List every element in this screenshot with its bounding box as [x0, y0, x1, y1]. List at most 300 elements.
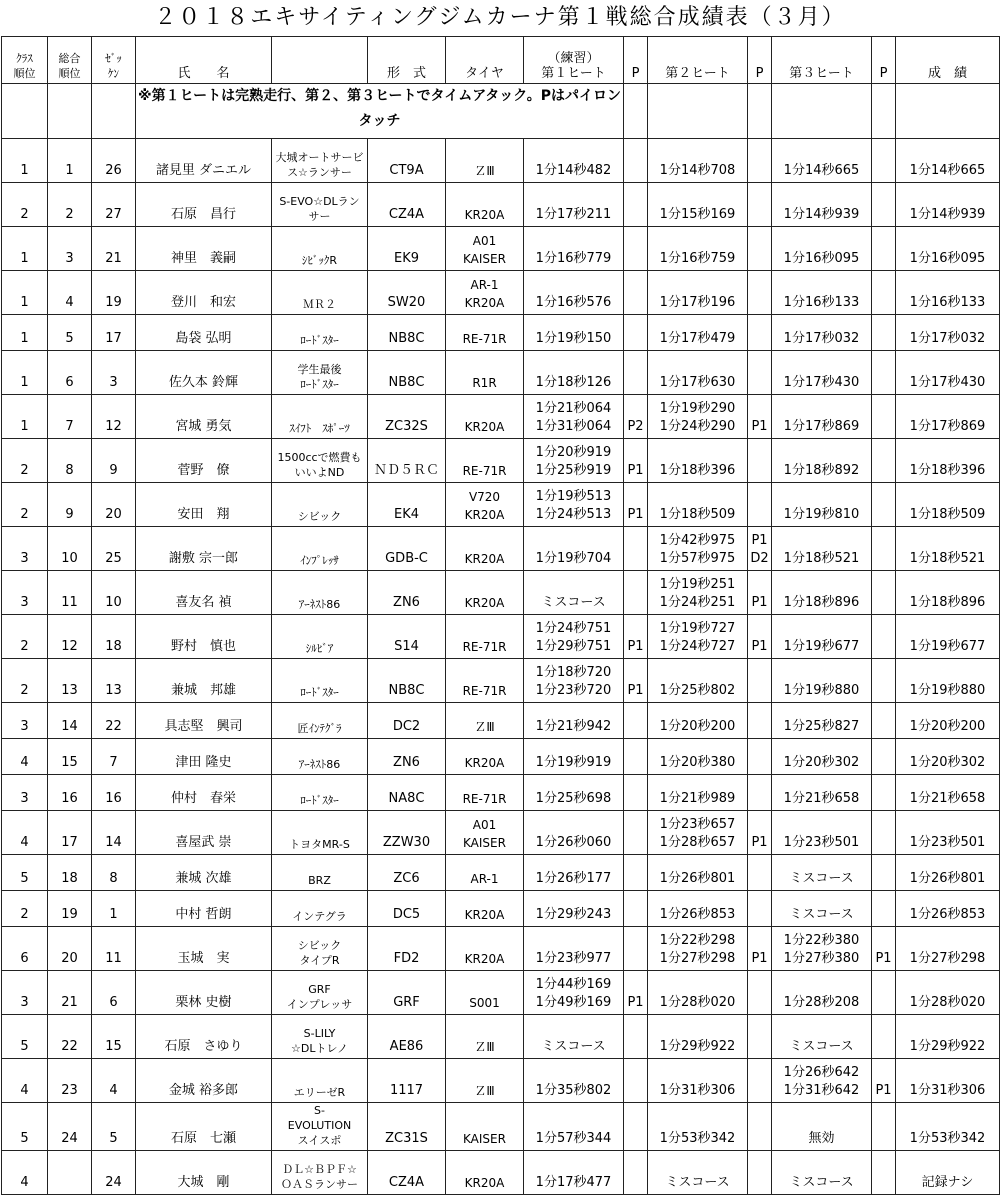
results-table: [1, 36, 1000, 1195]
result-cell: 1分16秒095: [896, 227, 1000, 271]
heat2-penalty-cell: [748, 315, 772, 351]
heat1-time-cell: 1分18秒126: [524, 351, 624, 395]
heat1-penalty-cell: [624, 571, 648, 615]
heat2-time-cell: 1分18秒396: [648, 439, 748, 483]
overall-rank-cell: 17: [48, 811, 92, 855]
model-cell: GDB-C: [368, 527, 446, 571]
heat1-time-cell: 1分25秒698: [524, 775, 624, 811]
heat3-time-cell: 1分26秒642 1分31秒642: [772, 1059, 872, 1103]
overall-rank-cell: [48, 1151, 92, 1195]
class-rank-cell: 2: [2, 183, 48, 227]
table-row: [2, 271, 1000, 315]
overall-rank-cell: 4: [48, 271, 92, 315]
heat2-penalty-cell: [748, 1151, 772, 1195]
table-row: [2, 351, 1000, 395]
heat3-penalty-cell: [872, 439, 896, 483]
heat1-penalty-cell: [624, 703, 648, 739]
result-cell: 1分23秒501: [896, 811, 1000, 855]
car-name-cell: ﾛｰﾄﾞｽﾀｰ: [272, 659, 368, 703]
heat1-time-cell: 1分35秒802: [524, 1059, 624, 1103]
heat3-time-cell: 1分21秒658: [772, 775, 872, 811]
heat1-penalty-cell: P1: [624, 659, 648, 703]
heat2-time-cell: 1分19秒727 1分24秒727: [648, 615, 748, 659]
table-row: [2, 227, 1000, 271]
heat2-time-cell: 1分17秒630: [648, 351, 748, 395]
heat3-time-cell: 1分19秒880: [772, 659, 872, 703]
heat1-time-cell: 1分19秒150: [524, 315, 624, 351]
model-cell: ZZW30: [368, 811, 446, 855]
result-cell: 1分16秒133: [896, 271, 1000, 315]
heat1-penalty-cell: P1: [624, 971, 648, 1015]
heat2-penalty-cell: P1: [748, 927, 772, 971]
heat2-penalty-cell: [748, 659, 772, 703]
heat3-time-cell: 1分28秒208: [772, 971, 872, 1015]
header-p1: P: [624, 37, 648, 84]
model-cell: SW20: [368, 271, 446, 315]
table-row: [2, 703, 1000, 739]
table-row: [2, 571, 1000, 615]
table-row: [2, 1059, 1000, 1103]
heat3-time-cell: 1分17秒430: [772, 351, 872, 395]
class-rank-cell: 2: [2, 659, 48, 703]
heat2-penalty-cell: P1: [748, 395, 772, 439]
heat2-time-cell: 1分53秒342: [648, 1103, 748, 1151]
heat2-penalty-cell: [748, 775, 772, 811]
heat1-penalty-cell: [624, 183, 648, 227]
car-name-cell: インテグラ: [272, 891, 368, 927]
number-cell: 13: [92, 659, 136, 703]
result-cell: 1分17秒430: [896, 351, 1000, 395]
model-cell: ZC31S: [368, 1103, 446, 1151]
heat3-time-cell: 1分25秒827: [772, 703, 872, 739]
car-name-cell: トヨタMR-S: [272, 811, 368, 855]
heat2-time-cell: ミスコース: [648, 1151, 748, 1195]
driver-name-cell: 喜屋武 崇: [136, 811, 272, 855]
class-rank-cell: 3: [2, 703, 48, 739]
driver-name-cell: 石原 七瀬: [136, 1103, 272, 1151]
heat3-time-cell: 1分18秒521: [772, 527, 872, 571]
heat1-time-cell: ミスコース: [524, 571, 624, 615]
table-row: [2, 891, 1000, 927]
model-cell: ZC32S: [368, 395, 446, 439]
heat2-time-cell: 1分23秒657 1分28秒657: [648, 811, 748, 855]
tire-cell: A01 KAISER: [446, 811, 524, 855]
heat2-penalty-cell: [748, 351, 772, 395]
tire-cell: KR20A: [446, 891, 524, 927]
class-rank-cell: 2: [2, 615, 48, 659]
result-cell: 1分20秒200: [896, 703, 1000, 739]
result-cell: 1分53秒342: [896, 1103, 1000, 1151]
page-title: ２０１８エキサイティングジムカーナ第１戦総合成績表（３月）: [154, 5, 846, 30]
driver-name-cell: 菅野 僚: [136, 439, 272, 483]
table-row: [2, 1103, 1000, 1151]
tire-cell: ＺⅢ: [446, 139, 524, 183]
tire-cell: KR20A: [446, 927, 524, 971]
number-cell: 10: [92, 571, 136, 615]
table-row: [2, 395, 1000, 439]
class-rank-cell: 3: [2, 971, 48, 1015]
driver-name-cell: 大城 剛: [136, 1151, 272, 1195]
heat2-penalty-cell: [748, 703, 772, 739]
class-rank-cell: 3: [2, 571, 48, 615]
car-name-cell: S-LILY ☆DLトレノ: [272, 1015, 368, 1059]
number-cell: 20: [92, 483, 136, 527]
driver-name-cell: 安田 翔: [136, 483, 272, 527]
heat3-penalty-cell: [872, 183, 896, 227]
tire-cell: KR20A: [446, 739, 524, 775]
tire-cell: ＺⅢ: [446, 1015, 524, 1059]
header-overall-rank: 総合 順位: [48, 37, 92, 84]
car-name-cell: ｲﾝﾌﾟﾚｯｻ: [272, 527, 368, 571]
model-cell: CZ4A: [368, 183, 446, 227]
result-cell: 1分18秒396: [896, 439, 1000, 483]
car-name-cell: ｱｰﾈｽﾄ86: [272, 571, 368, 615]
driver-name-cell: 中村 哲朗: [136, 891, 272, 927]
heat2-time-cell: 1分25秒802: [648, 659, 748, 703]
heat3-penalty-cell: [872, 811, 896, 855]
heat2-time-cell: 1分17秒196: [648, 271, 748, 315]
header-class-rank: ｸﾗｽ 順位: [2, 37, 48, 84]
heat1-time-cell: 1分29秒243: [524, 891, 624, 927]
class-rank-cell: 1: [2, 315, 48, 351]
table-row: [2, 439, 1000, 483]
class-rank-cell: 2: [2, 891, 48, 927]
car-name-cell: ｱｰﾈｽﾄ86: [272, 739, 368, 775]
class-rank-cell: 2: [2, 439, 48, 483]
table-row: [2, 927, 1000, 971]
tire-cell: RE-71R: [446, 775, 524, 811]
car-name-cell: S- EVOLUTION スイスポ: [272, 1103, 368, 1151]
heat1-time-cell: 1分26秒060: [524, 811, 624, 855]
heat3-penalty-cell: [872, 351, 896, 395]
heat2-time-cell: 1分28秒020: [648, 971, 748, 1015]
overall-rank-cell: 7: [48, 395, 92, 439]
heat1-penalty-cell: [624, 351, 648, 395]
heat1-time-cell: 1分57秒344: [524, 1103, 624, 1151]
overall-rank-cell: 16: [48, 775, 92, 811]
table-row: [2, 1015, 1000, 1059]
heat2-time-cell: 1分17秒479: [648, 315, 748, 351]
tire-cell: AR-1 KR20A: [446, 271, 524, 315]
driver-name-cell: 登川 和宏: [136, 271, 272, 315]
number-cell: 27: [92, 183, 136, 227]
number-cell: 6: [92, 971, 136, 1015]
number-cell: 4: [92, 1059, 136, 1103]
heat2-penalty-cell: [748, 1059, 772, 1103]
heat2-penalty-cell: [748, 739, 772, 775]
car-name-cell: シビック タイプR: [272, 927, 368, 971]
number-cell: 3: [92, 351, 136, 395]
result-cell: 1分19秒677: [896, 615, 1000, 659]
heat2-time-cell: 1分20秒200: [648, 703, 748, 739]
number-cell: 9: [92, 439, 136, 483]
class-rank-cell: 1: [2, 351, 48, 395]
result-cell: 1分18秒521: [896, 527, 1000, 571]
heat1-time-cell: 1分19秒919: [524, 739, 624, 775]
result-cell: 1分18秒509: [896, 483, 1000, 527]
heat3-penalty-cell: [872, 527, 896, 571]
class-rank-cell: 1: [2, 139, 48, 183]
result-cell: 1分14秒665: [896, 139, 1000, 183]
overall-rank-cell: 23: [48, 1059, 92, 1103]
heat2-penalty-cell: P1: [748, 811, 772, 855]
driver-name-cell: 仲村 春栄: [136, 775, 272, 811]
overall-rank-cell: 9: [48, 483, 92, 527]
header-number: ｾﾞｯ ｹﾝ: [92, 37, 136, 84]
heat1-time-cell: ミスコース: [524, 1015, 624, 1059]
tire-cell: ＺⅢ: [446, 703, 524, 739]
heat3-penalty-cell: [872, 139, 896, 183]
heat2-time-cell: 1分31秒306: [648, 1059, 748, 1103]
car-name-cell: 大城オートサービス☆ランサー: [272, 139, 368, 183]
result-cell: 1分18秒896: [896, 571, 1000, 615]
tire-cell: RE-71R: [446, 659, 524, 703]
car-name-cell: シビック: [272, 483, 368, 527]
table-row: [2, 315, 1000, 351]
car-name-cell: BRZ: [272, 855, 368, 891]
driver-name-cell: 島袋 弘明: [136, 315, 272, 351]
heat1-penalty-cell: P1: [624, 439, 648, 483]
car-name-cell: ﾛｰﾄﾞｽﾀｰ: [272, 315, 368, 351]
header-name: 氏 名: [136, 37, 272, 84]
car-name-cell: ｼﾋﾞｯｸR: [272, 227, 368, 271]
header-tire: タイヤ: [446, 37, 524, 84]
heat2-time-cell: 1分22秒298 1分27秒298: [648, 927, 748, 971]
tire-cell: RE-71R: [446, 439, 524, 483]
result-cell: 1分17秒032: [896, 315, 1000, 351]
tire-cell: KR20A: [446, 1151, 524, 1195]
driver-name-cell: 兼城 次雄: [136, 855, 272, 891]
heat3-time-cell: 1分17秒032: [772, 315, 872, 351]
heat3-time-cell: 1分22秒380 1分27秒380: [772, 927, 872, 971]
class-rank-cell: 3: [2, 775, 48, 811]
class-rank-cell: 3: [2, 527, 48, 571]
model-cell: 1117: [368, 1059, 446, 1103]
tire-cell: S001: [446, 971, 524, 1015]
tire-cell: KR20A: [446, 183, 524, 227]
class-rank-cell: 5: [2, 1015, 48, 1059]
heat2-penalty-cell: [748, 855, 772, 891]
heat1-penalty-cell: [624, 891, 648, 927]
model-cell: ZN6: [368, 571, 446, 615]
heat3-penalty-cell: [872, 1015, 896, 1059]
table-row: [2, 811, 1000, 855]
heat2-penalty-cell: [748, 227, 772, 271]
class-rank-cell: 4: [2, 1059, 48, 1103]
heat2-time-cell: 1分29秒922: [648, 1015, 748, 1059]
heat3-penalty-cell: P1: [872, 927, 896, 971]
heat3-time-cell: 1分19秒677: [772, 615, 872, 659]
driver-name-cell: 金城 裕多郎: [136, 1059, 272, 1103]
heat1-penalty-cell: [624, 271, 648, 315]
number-cell: 18: [92, 615, 136, 659]
car-name-cell: GRF インプレッサ: [272, 971, 368, 1015]
car-name-cell: エリーゼR: [272, 1059, 368, 1103]
result-cell: 1分19秒880: [896, 659, 1000, 703]
model-cell: NA8C: [368, 775, 446, 811]
table-row: [2, 483, 1000, 527]
heat3-time-cell: 1分16秒133: [772, 271, 872, 315]
model-cell: NB8C: [368, 351, 446, 395]
result-cell: 1分28秒020: [896, 971, 1000, 1015]
number-cell: 22: [92, 703, 136, 739]
heat2-time-cell: 1分20秒380: [648, 739, 748, 775]
table-row: [2, 183, 1000, 227]
tire-cell: KAISER: [446, 1103, 524, 1151]
header-model: 形 式: [368, 37, 446, 84]
number-cell: 17: [92, 315, 136, 351]
table-row: [2, 971, 1000, 1015]
heat1-penalty-cell: [624, 927, 648, 971]
car-name-cell: ＤＬ☆ＢＰＦ☆ ＯＡＳランサー: [272, 1151, 368, 1195]
table-row: [2, 659, 1000, 703]
heat2-time-cell: 1分21秒989: [648, 775, 748, 811]
overall-rank-cell: 6: [48, 351, 92, 395]
heat3-penalty-cell: [872, 615, 896, 659]
heat3-time-cell: 1分18秒896: [772, 571, 872, 615]
overall-rank-cell: 2: [48, 183, 92, 227]
overall-rank-cell: 13: [48, 659, 92, 703]
model-cell: EK9: [368, 227, 446, 271]
heat3-time-cell: 1分23秒501: [772, 811, 872, 855]
table-row: [2, 139, 1000, 183]
table-row: [2, 527, 1000, 571]
class-rank-cell: 5: [2, 855, 48, 891]
model-cell: NB8C: [368, 315, 446, 351]
class-rank-cell: 4: [2, 811, 48, 855]
model-cell: DC5: [368, 891, 446, 927]
heat3-time-cell: 1分14秒939: [772, 183, 872, 227]
heat3-time-cell: ミスコース: [772, 1015, 872, 1059]
result-cell: 1分29秒922: [896, 1015, 1000, 1059]
model-cell: DC2: [368, 703, 446, 739]
overall-rank-cell: 19: [48, 891, 92, 927]
model-cell: CT9A: [368, 139, 446, 183]
heat1-time-cell: 1分44秒169 1分49秒169: [524, 971, 624, 1015]
result-cell: 記録ナシ: [896, 1151, 1000, 1195]
number-cell: 11: [92, 927, 136, 971]
heat3-time-cell: ミスコース: [772, 891, 872, 927]
heat3-penalty-cell: [872, 1151, 896, 1195]
class-rank-cell: 1: [2, 227, 48, 271]
heat3-time-cell: 1分17秒869: [772, 395, 872, 439]
driver-name-cell: 具志堅 興司: [136, 703, 272, 739]
heat3-penalty-cell: [872, 659, 896, 703]
heat3-penalty-cell: [872, 483, 896, 527]
car-name-cell: ｼﾙﾋﾞｱ: [272, 615, 368, 659]
driver-name-cell: 諸見里 ダニエル: [136, 139, 272, 183]
result-cell: 1分27秒298: [896, 927, 1000, 971]
result-cell: 1分21秒658: [896, 775, 1000, 811]
heat3-penalty-cell: P1: [872, 1059, 896, 1103]
heat1-time-cell: 1分24秒751 1分29秒751: [524, 615, 624, 659]
overall-rank-cell: 24: [48, 1103, 92, 1151]
heat2-time-cell: 1分18秒509: [648, 483, 748, 527]
heat3-penalty-cell: [872, 775, 896, 811]
heat1-time-cell: 1分16秒576: [524, 271, 624, 315]
table-row: [2, 855, 1000, 891]
result-cell: 1分31秒306: [896, 1059, 1000, 1103]
header-row: [2, 37, 1000, 84]
table-row: [2, 775, 1000, 811]
driver-name-cell: 神里 義嗣: [136, 227, 272, 271]
heat3-time-cell: 1分18秒892: [772, 439, 872, 483]
overall-rank-cell: 10: [48, 527, 92, 571]
heat3-penalty-cell: [872, 395, 896, 439]
heat1-penalty-cell: [624, 1103, 648, 1151]
heat2-time-cell: 1分42秒975 1分57秒975: [648, 527, 748, 571]
heat1-penalty-cell: P2: [624, 395, 648, 439]
header-heat1: （練習） 第１ヒート: [524, 37, 624, 84]
heat2-time-cell: 1分26秒853: [648, 891, 748, 927]
number-cell: 24: [92, 1151, 136, 1195]
tire-cell: KR20A: [446, 571, 524, 615]
driver-name-cell: 野村 慎也: [136, 615, 272, 659]
result-cell: 1分14秒939: [896, 183, 1000, 227]
heat2-penalty-cell: [748, 1103, 772, 1151]
heat3-time-cell: 1分20秒302: [772, 739, 872, 775]
car-name-cell: S-EVO☆DLランサー: [272, 183, 368, 227]
heat2-time-cell: 1分19秒251 1分24秒251: [648, 571, 748, 615]
class-rank-cell: 1: [2, 271, 48, 315]
heat3-penalty-cell: [872, 891, 896, 927]
driver-name-cell: 兼城 邦雄: [136, 659, 272, 703]
heat2-penalty-cell: P1: [748, 615, 772, 659]
heat3-time-cell: ミスコース: [772, 855, 872, 891]
driver-name-cell: 宮城 勇気: [136, 395, 272, 439]
overall-rank-cell: 18: [48, 855, 92, 891]
heat3-time-cell: 無効: [772, 1103, 872, 1151]
number-cell: 7: [92, 739, 136, 775]
driver-name-cell: 石原 さゆり: [136, 1015, 272, 1059]
class-rank-cell: 4: [2, 739, 48, 775]
heat1-time-cell: 1分16秒779: [524, 227, 624, 271]
heat3-penalty-cell: [872, 315, 896, 351]
driver-name-cell: 石原 昌行: [136, 183, 272, 227]
heat1-time-cell: 1分23秒977: [524, 927, 624, 971]
heat3-penalty-cell: [872, 703, 896, 739]
note-text: ※第１ヒートは完熟走行、第２、第３ヒートでタイムアタック。Pはパイロンタッチ: [136, 84, 624, 139]
driver-name-cell: 津田 隆史: [136, 739, 272, 775]
result-cell: 1分26秒801: [896, 855, 1000, 891]
model-cell: FD2: [368, 927, 446, 971]
heat1-time-cell: 1分18秒720 1分23秒720: [524, 659, 624, 703]
heat1-penalty-cell: [624, 227, 648, 271]
overall-rank-cell: 21: [48, 971, 92, 1015]
heat2-time-cell: 1分19秒290 1分24秒290: [648, 395, 748, 439]
number-cell: 8: [92, 855, 136, 891]
heat2-penalty-cell: [748, 139, 772, 183]
heat1-penalty-cell: [624, 811, 648, 855]
heat1-penalty-cell: [624, 1015, 648, 1059]
heat2-time-cell: 1分15秒169: [648, 183, 748, 227]
driver-name-cell: 謝敷 宗一郎: [136, 527, 272, 571]
number-cell: 1: [92, 891, 136, 927]
number-cell: 26: [92, 139, 136, 183]
heat2-penalty-cell: [748, 891, 772, 927]
heat2-penalty-cell: [748, 183, 772, 227]
driver-name-cell: 佐久本 鈴輝: [136, 351, 272, 395]
number-cell: 21: [92, 227, 136, 271]
tire-cell: A01 KAISER: [446, 227, 524, 271]
overall-rank-cell: 14: [48, 703, 92, 739]
heat3-penalty-cell: [872, 1103, 896, 1151]
heat1-penalty-cell: P1: [624, 483, 648, 527]
class-rank-cell: 6: [2, 927, 48, 971]
overall-rank-cell: 5: [48, 315, 92, 351]
heat2-penalty-cell: [748, 271, 772, 315]
model-cell: NB8C: [368, 659, 446, 703]
